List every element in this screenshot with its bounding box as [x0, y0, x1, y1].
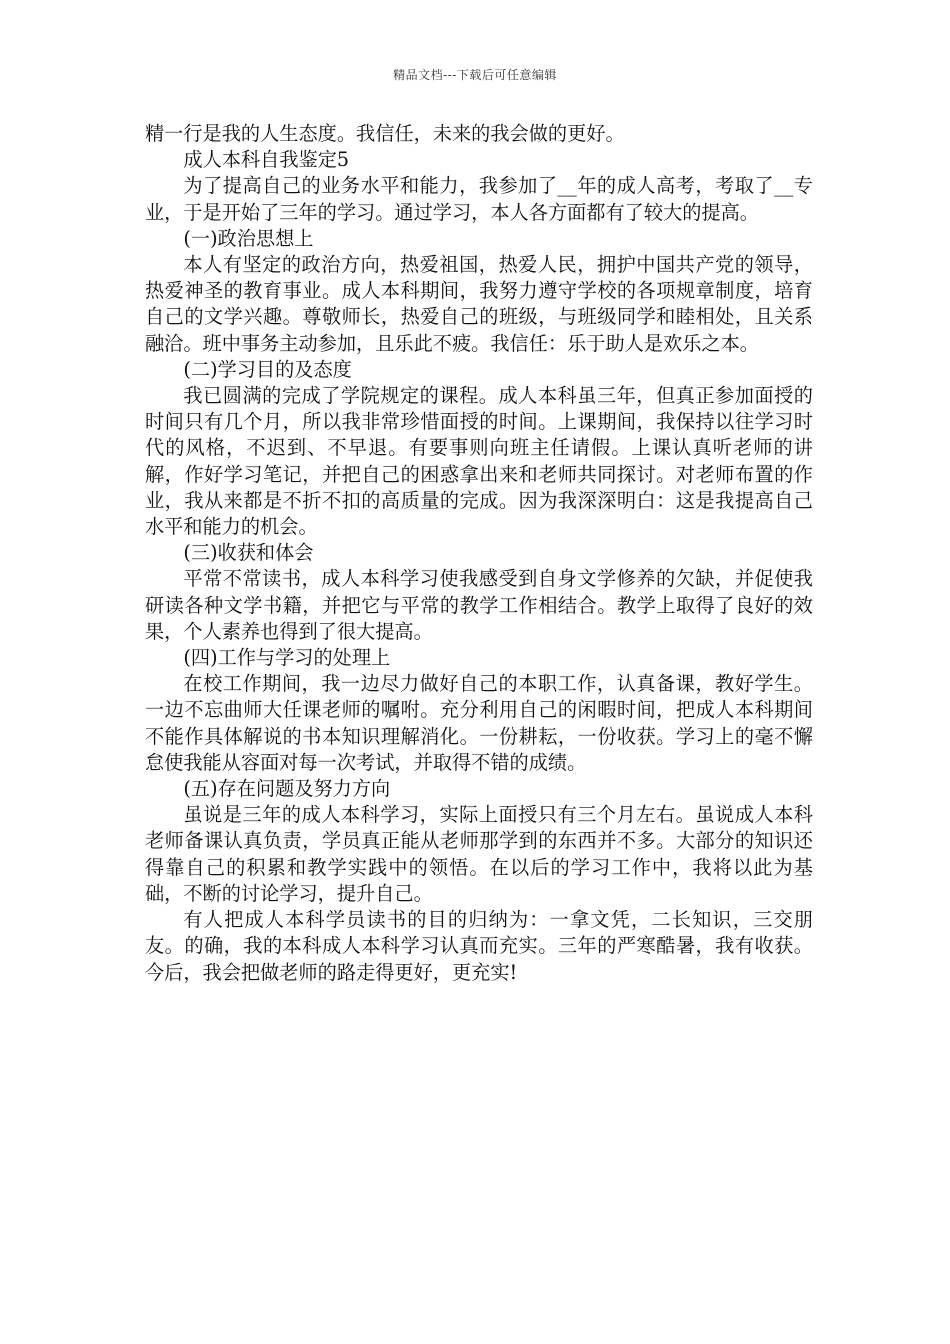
- paragraph: 精一行是我的人生态度。我信任，未来的我会做的更好。: [145, 122, 625, 145]
- paragraph: 我已圆满的完成了学院规定的课程。成人本科虽三年，但真正参加面授的时间只有几个月，所以我非常珍惜面授的时间。上课期间，我保持以往学习时代的风格，不迟到、不早退。有要事则向班主任请假。上课认真听老师的讲解，作好学习笔记，并把自己的困惑拿出来和老师共同探讨。对老师布置的作业，我从来都是不折不扣的高质量的完成。因为我深深明白：这是我提高自己水平和能力的机会。: [145, 384, 813, 539]
- section-heading: (三)收获和体会: [183, 541, 314, 565]
- paragraph: 虽说是三年的成人本科学习，实际上面授只有三个月左右。虽说成人本科老师备课认真负责，学员真正能从老师那学到的东西并不多。大部分的知识还得靠自己的积累和教学实践中的领悟。在以后的学习工作中，我将以此为基础，不断的讨论学习，提升自己。: [145, 803, 813, 905]
- paragraph: 有人把成人本科学员读书的目的归纳为：一拿文凭，二长知识，三交朋友。的确，我的本科成人本科学习认真而充实。三年的严寒酷暑，我有收获。今后，我会把做老师的路走得更好，更充实!: [145, 908, 813, 984]
- section-title: 成人本科自我鉴定5: [183, 148, 350, 172]
- paragraph: 本人有坚定的政治方向，热爱祖国，热爱人民，拥护中国共产党的领导，热爱神圣的教育事业。成人本科期间，我努力遵守学校的各项规章制度，培育自己的文学兴趣。尊敬师长，热爱自己的班级，与班级同学和睦相处，且关系融洽。班中事务主动参加，且乐此不疲。我信任：乐于助人是欢乐之本。: [145, 253, 813, 355]
- paragraph: 在校工作期间，我一边尽力做好自己的本职工作，认真备课，教好学生。一边不忘曲师大任课老师的嘱咐。充分利用自己的闲暇时间，把成人本科期间不能作具体解说的书本知识理解消化。一份耕耘，一份收获。学习上的毫不懈怠使我能从容面对每一次考试，并取得不错的成绩。: [145, 672, 813, 774]
- paragraph: 平常不常读书，成人本科学习使我感受到自身文学修养的欠缺，并促使我研读各种文学书籍，并把它与平常的教学工作相结合。教学上取得了良好的效果，个人素养也得到了很大提高。: [145, 567, 813, 643]
- section-heading: (一)政治思想上: [183, 226, 314, 250]
- section-heading: (五)存在问题及努力方向: [183, 777, 391, 801]
- page-header: 精品文档---下载后可任意编辑: [393, 68, 557, 82]
- section-heading: (二)学习目的及态度: [183, 357, 352, 381]
- section-heading: (四)工作与学习的处理上: [183, 646, 391, 670]
- paragraph: 为了提高自己的业务水平和能力，我参加了__年的成人高考，考取了__专业，于是开始了三年的学习。通过学习，本人各方面都有了较大的提高。: [145, 174, 813, 224]
- document-body: [145, 121, 813, 986]
